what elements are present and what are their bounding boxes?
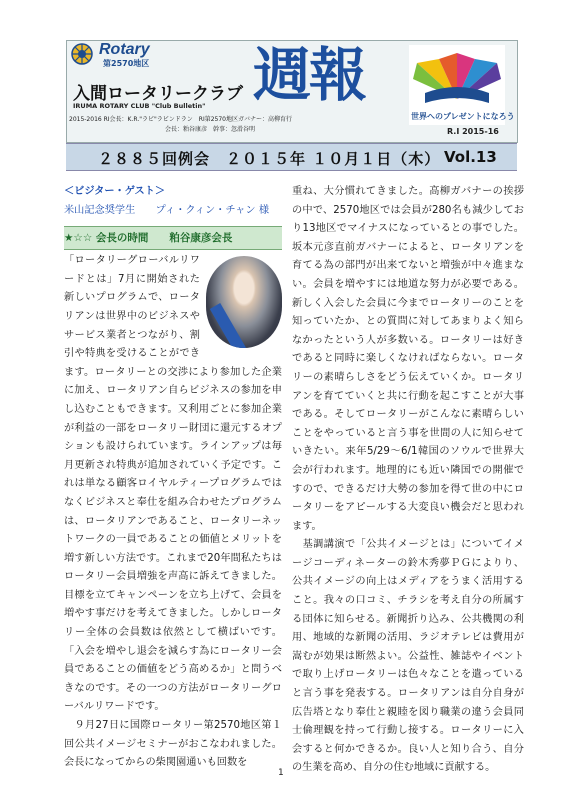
rotary-brand: Rotary <box>99 41 150 58</box>
president-heading-text: 会長の時間 粕谷康彦会長 <box>95 232 233 245</box>
district-label: 第2570地区 <box>103 59 150 68</box>
guest-entry: 米山記念奨学生 プィ・クィン・チャン 様 <box>64 204 270 216</box>
president-photo <box>206 256 282 348</box>
left-column <box>64 183 282 773</box>
rotary-wheel-icon <box>71 43 93 65</box>
guest-heading: ＜ビジター・ゲスト＞ <box>64 186 166 197</box>
header-banner <box>66 40 518 143</box>
issue-tag: R.I 2015-16 <box>447 127 499 136</box>
club-name-jp: 入間ロータリークラブ <box>73 84 243 104</box>
roster-line-2: 会長：粕谷康彦 幹事：忽滑谷明 <box>165 126 256 133</box>
theme-text: 世界へのプレゼントになろう <box>411 112 515 121</box>
right-column <box>292 183 524 778</box>
bulletin-title: 週報 <box>253 41 366 109</box>
club-name-en: IRUMA ROTARY CLUB "Club Bulletin" <box>73 102 206 110</box>
volume-number: Vol.13 <box>444 148 497 166</box>
continued-paragraph-1: 重ね、大分慣れてきました。高柳ガバナーの挨拶の中で、2570地区では会員が280名も減少しており13地区でマイナスになっているとの事でした。坂本元彦直前ガバナーによると、ロータリアンを育てる為の部門が出来てないと増強が中々進まない。会員を増やすには地道な努力が必要である。新しく入会した会員に今までロータリーのことを知っていたか、との質問に対してあまりよく知らなかったという人が多数いる。ロータリーは好きであると同時に楽しくなければならない。ロータリーの素晴らしさをどう伝えていくか。ロータリアンを育てていくと共に行動を起こすことが大事である。そしてロータリーがこんなに素晴らしいことをやっていると言う事を世間の人に知らせていきたい。来年5/29～6/1韓国のソウルで世界大会が行われます。地理的にも近い隣国での開催ですので、できるだけ大勢の参加を得て世の中にロータリーをアピールする大変良い機会だと思われます。 <box>292 186 524 532</box>
president-paragraph-2: ９月27日に国際ロータリー第2570地区第１回公共イメージセミナーがおこなわれました。会長になってからの柴関園通いも回数を <box>64 720 282 769</box>
roster-line-1: 2015-2016 RI会長：K.R."ラビ"ラビンドラン RI第2570地区ガバナー：高柳育行 <box>69 116 292 123</box>
president-paragraph-1: 「ロータリーグローバルリワードとは」7月に開始された新しいプログラムで、ロータリアンは世界中のビジネスやサービス業者とつながり、割引や特典を受けることができます。ロータリーとの交渉により参加した企業に加え、ロータリアン自らビジネスの参加を申し込むこともできます。又利用ごとに参加企業が利益の一部をロータリー財団に還元するオプションも設けられています。ラインアップは毎月更新され特典が追加されていく予定です。これは単なる顧客ロイヤルティープログラムではなくビジネスと奉仕を組み合わせたプログラムは、ロータリアンであること、ロータリーネットワークの一員であることの価値とメリットを増す新しい方法です。これまで20年間私たちはロータリー会員増強を声高に訴えてきました。目標を立てキャンペーンを立ち上げて、会員を増やす事だけを考えてきました。しかしロータリー全体の会員数は依然として横ばいです。「入会を増やし退会を減らす為にロータリー会員であることの価値をどう高めるか」と問うべきなのです。その一つの方法がロータリーグローバルリワードです。 <box>64 255 282 713</box>
president-section-heading <box>64 226 282 250</box>
page-number: 1 <box>278 768 284 778</box>
meeting-title-bar <box>66 143 517 171</box>
officer-roster <box>69 115 327 135</box>
meeting-info: ２８８５回例会 ２０１５年 １０月１日（木） <box>98 150 441 168</box>
continued-paragraph-2: 基調講演で「公共イメージとは」についてイメージコーディネーターの鈴木秀夢ＰＧによりり、公共イメージの向上はメディアをうまく活用すること。我々の口コミ、チラシを考え自分の所属する団体に知らせる。新聞折り込み、公共機関の利用、地域的な新聞の活用、ラジオテレビは費用が嵩むが効果は断然よい。公益性、雑誌やイベントで取り上げロータリーは色々なことを遣っていると言う事を発表する。ロータリアンは自分自身が広告塔となり奉仕と親睦を図り職業の違う会員同士倫理観を持って行動し接する。ロータリーに入会すると何かできるか。良い人と知り合う、自分の生業を高め、自分の住む地域に貢献する。 <box>292 539 524 774</box>
star-rating-icon: ★☆☆ <box>64 232 93 245</box>
